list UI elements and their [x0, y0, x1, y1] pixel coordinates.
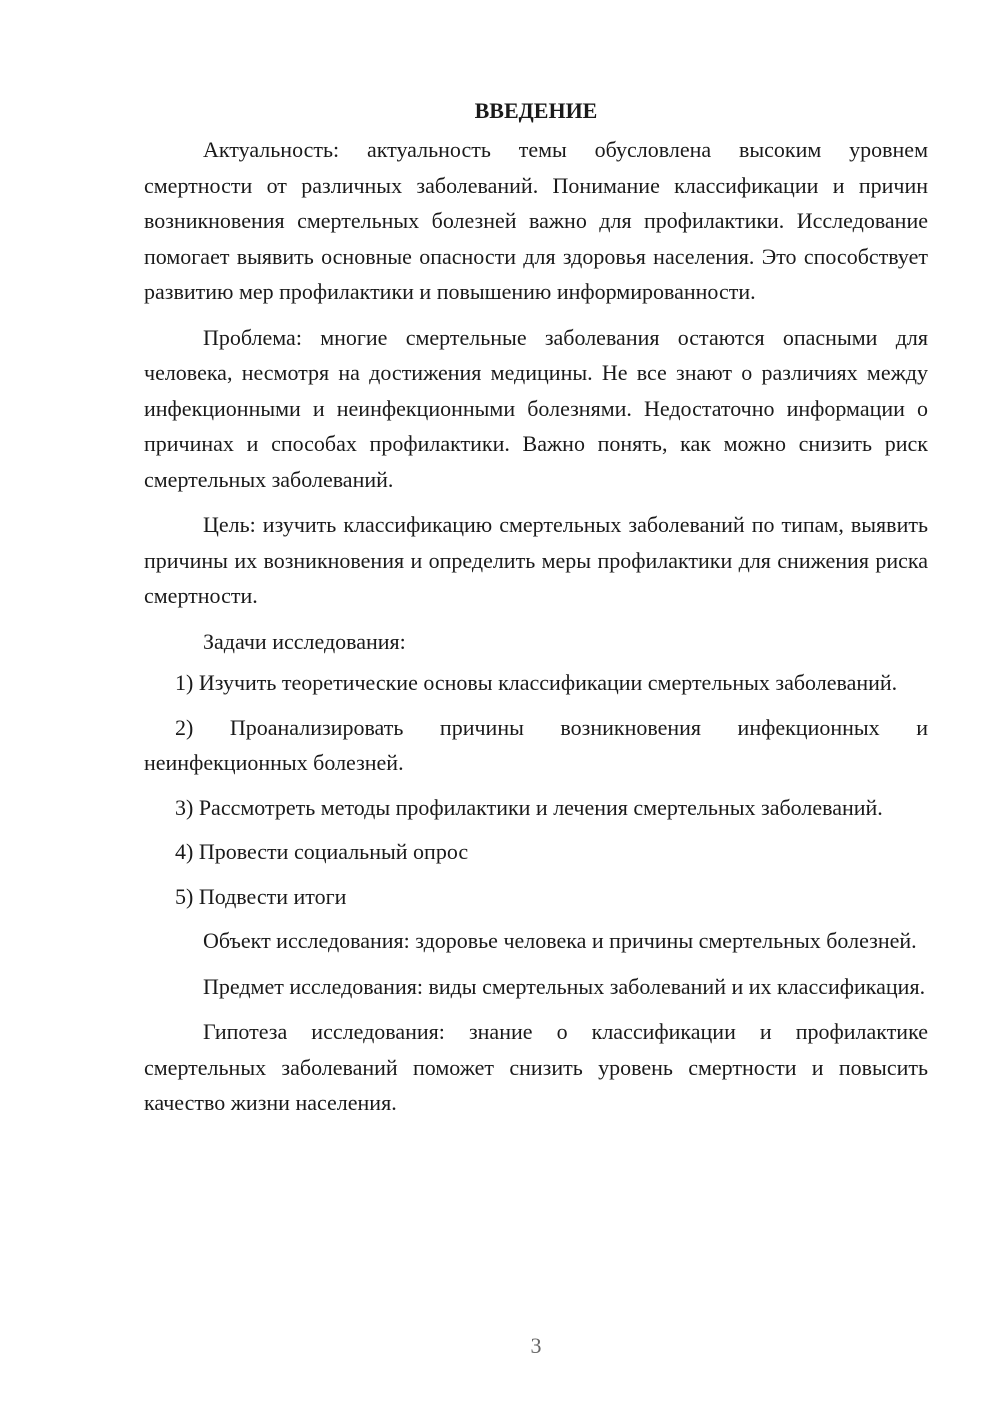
hypothesis-paragraph: Гипотеза исследования: знание о классификации и профилактике смертельных заболеваний поможет снизить уровень смертности и повысить качество жизни населения.: [144, 1019, 928, 1115]
task-item: 4) Провести социальный опрос: [175, 839, 469, 864]
page-number: 3: [530, 1333, 542, 1358]
tasks-list: [144, 665, 928, 914]
task-item: 1) Изучить теоретические основы классификации смертельных заболеваний.: [175, 670, 898, 695]
tasks-heading: Задачи исследования:: [203, 628, 406, 654]
object-paragraph: Объект исследования: здоровье человека и причины смертельных болезней.: [203, 928, 917, 953]
section-title: ВВЕДЕНИЕ: [474, 98, 598, 123]
subject-paragraph: Предмет исследования: виды смертельных заболеваний и их классификация.: [203, 973, 926, 999]
task-item: 3) Рассмотреть методы профилактики и лечения смертельных заболеваний.: [175, 794, 883, 820]
relevance-paragraph: Актуальность: актуальность темы обусловлена высоким уровнем смертности от различных заболеваний. Понимание классификации и причин возникновения смертельных болезней важно для профилактики. Исследование помогает выявить основные опасности для здоровья населения. Это способствует развитию мер профилактики и повышению информированности.: [144, 137, 928, 304]
task-item: 5) Подвести итоги: [175, 883, 347, 909]
problem-paragraph: Проблема: многие смертельные заболевания остаются опасными для человека, несмотря на достижения медицины. Не все знают о различиях между инфекционными и неинфекционными болезнями. Недостаточно информации о причинах и способах профилактики. Важно понять, как можно снизить риск смертельных заболеваний.: [144, 324, 928, 492]
goal-paragraph: Цель: изучить классификацию смертельных заболеваний по типам, выявить причины их возникновения и определить меры профилактики для снижения риска смертности.: [144, 512, 928, 608]
page-content: [144, 94, 928, 1131]
task-item: 2) Проанализировать причины возникновения инфекционных и неинфекционных болезней.: [144, 714, 928, 775]
